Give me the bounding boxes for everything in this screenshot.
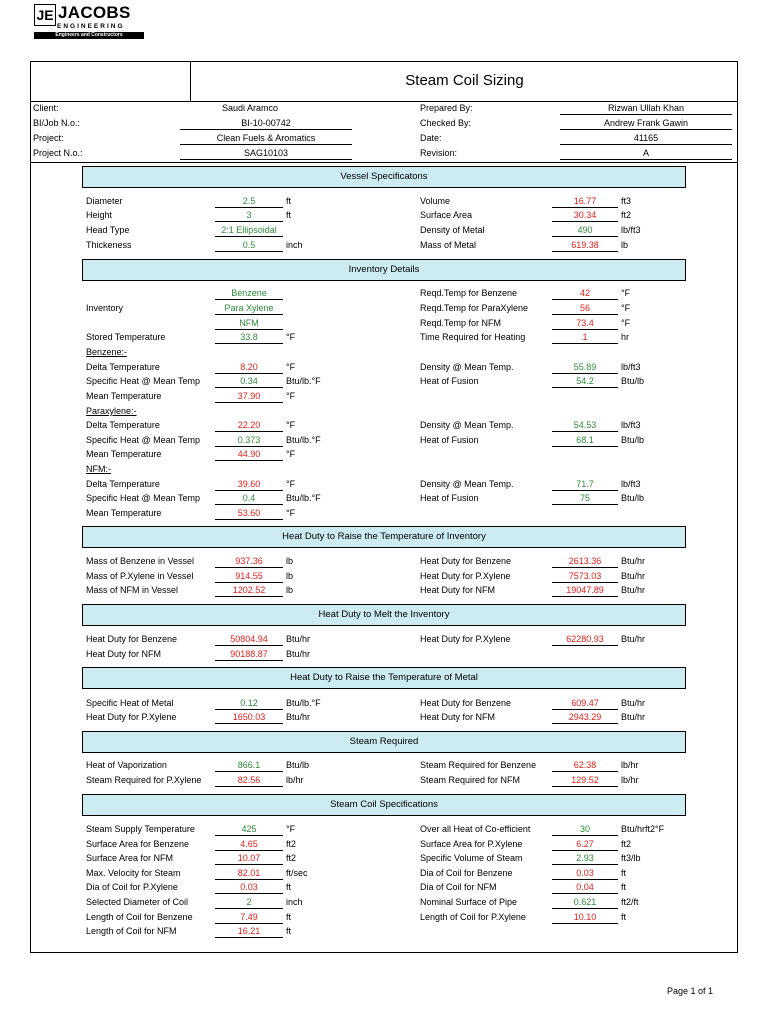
raise-hd-nfm-value: 19047.89 [552, 585, 618, 597]
melt-hd-pxylene-value: 62280.93 [552, 634, 618, 646]
project-label: Project: [33, 133, 64, 143]
unit: ft/sec [286, 868, 308, 878]
mass-label: Mass of Metal [420, 240, 477, 250]
unit: ft [621, 912, 627, 922]
fusion-label: Heat of Fusion [420, 493, 479, 503]
sa-nfm-value: 10.07 [215, 853, 283, 865]
steam-pxylene-label: Steam Required for P.Xylene [86, 775, 202, 785]
benzene-heading: Benzene:- [86, 347, 128, 357]
mean-temp-label: Mean Temperature [86, 508, 162, 518]
client-label: Client: [33, 103, 59, 113]
dia-nfm-label: Dia of Coil for NFM [420, 882, 497, 892]
unit: Btu/lb.°F [286, 435, 321, 445]
inventory-paraxylene: Para Xylene [215, 303, 283, 315]
unit: ft2 [621, 839, 632, 849]
page-title: Steam Coil Sizing [405, 72, 524, 89]
vaporization-label: Heat of Vaporization [86, 760, 167, 770]
nfm-sh-value: 0.4 [215, 493, 283, 505]
height-label: Height [86, 210, 113, 220]
unit: ft3/lb [621, 853, 641, 863]
surface-value: 30.34 [552, 210, 618, 222]
paraxylene-heading: Paraxylene:- [86, 406, 137, 416]
sheet-border [30, 61, 738, 953]
benzene-mean-value: 37.90 [215, 391, 283, 403]
volume-value: 16.77 [552, 196, 618, 208]
unit: ft [621, 868, 627, 878]
mean-temp-label: Mean Temperature [86, 391, 162, 401]
unit: Btu/hr [621, 712, 646, 722]
section-heat-melt: Heat Duty to Melt the Inventory [82, 604, 686, 626]
nfm-heading: NFM:- [86, 464, 111, 474]
unit: Btu/hr [621, 571, 646, 581]
inventory-label: Inventory [86, 303, 124, 313]
unit: inch [286, 240, 303, 250]
ohc-value: 30 [552, 824, 618, 836]
stored-temp-value: 33.8 [215, 332, 283, 344]
len-nfm-value: 16.21 [215, 926, 283, 938]
sa-pxylene-label: Surface Area for P.Xylene [420, 839, 523, 849]
metal-hd-nfm-label: Heat Duty for NFM [420, 712, 496, 722]
dia-pxylene-label: Dia of Coil for P.Xylene [86, 882, 178, 892]
mean-temp-label: Mean Temperature [86, 449, 162, 459]
unit: ft3 [621, 196, 632, 206]
logo-area [30, 61, 191, 101]
benzene-density-value: 55.89 [552, 362, 618, 374]
raise-hd-nfm-label: Heat Duty for NFM [420, 585, 496, 595]
dia-benzene-value: 0.03 [552, 868, 618, 880]
specific-heat-label: Specific Heat @ Mean Temp [86, 493, 201, 503]
section-coil: Steam Coil Specifications [82, 794, 686, 816]
raise-hd-pxylene-label: Heat Duty for P.Xylene [420, 571, 511, 581]
vaporization-value: 866.1 [215, 760, 283, 772]
nominal-surface-value: 0.621 [552, 897, 618, 909]
melt-hd-benzene-label: Heat Duty for Benzene [86, 634, 178, 644]
unit: Btu/hr [621, 585, 646, 595]
mass-benzene-value: 937.36 [215, 556, 283, 568]
heating-time-label: Time Required for Heating [420, 332, 526, 342]
spec-vol-label: Specific Volume of Steam [420, 853, 523, 863]
job-value: BI-10-00742 [180, 118, 352, 130]
projno-value: SAG10103 [180, 148, 352, 160]
unit: lb/hr [621, 760, 639, 770]
len-pxylene-value: 10.10 [552, 912, 618, 924]
len-nfm-label: Length of Coil for NFM [86, 926, 177, 936]
reqd-nfm-value: 73.4 [552, 318, 618, 330]
divider [30, 101, 738, 102]
height-value: 3 [215, 210, 283, 222]
delta-temp-label: Delta Temperature [86, 479, 160, 489]
mass-benzene-label: Mass of Benzene in Vessel [86, 556, 195, 566]
section-inventory: Inventory Details [82, 259, 686, 281]
melt-hd-benzene-value: 50804.94 [215, 634, 283, 646]
unit: ft2 [286, 853, 297, 863]
supply-temp-value: 425 [215, 824, 283, 836]
reqd-paraxylene-value: 56 [552, 303, 618, 315]
metal-sh-label: Specific Heat of Metal [86, 698, 174, 708]
dia-nfm-value: 0.04 [552, 882, 618, 894]
paraxylene-mean-value: 44.90 [215, 449, 283, 461]
unit: Btu/hr [286, 649, 311, 659]
unit: °F [286, 391, 296, 401]
selected-dia-label: Selected Diameter of Coil [86, 897, 189, 907]
unit: lb/ft3 [621, 420, 641, 430]
supply-temp-label: Steam Supply Temperature [86, 824, 195, 834]
dia-benzene-label: Dia of Coil for Benzene [420, 868, 513, 878]
unit: ft [621, 882, 627, 892]
mass-nfm-label: Mass of NFM in Vessel [86, 585, 179, 595]
dia-pxylene-value: 0.03 [215, 882, 283, 894]
reqd-nfm-label: Reqd.Temp for NFM [420, 318, 502, 328]
unit: Btu/lb [621, 435, 645, 445]
nfm-delta-value: 39.60 [215, 479, 283, 491]
nfm-density-value: 71.7 [552, 479, 618, 491]
projno-label: Project N.o.: [33, 148, 83, 158]
unit: °F [286, 449, 296, 459]
inventory-nfm: NFM [215, 318, 283, 330]
section-vessel: Vessel Specificatons [82, 166, 686, 188]
unit: lb [286, 585, 294, 595]
paraxylene-fusion-value: 68.1 [552, 435, 618, 447]
unit: Btu/lb [621, 493, 645, 503]
logo-tagline: Engineers and Constructors [34, 32, 144, 39]
unit: lb/hr [286, 775, 304, 785]
unit: Btu/hr [621, 556, 646, 566]
benzene-fusion-value: 54.2 [552, 376, 618, 388]
client-value: Saudi Aramco [221, 103, 279, 113]
sa-nfm-label: Surface Area for NFM [86, 853, 174, 863]
mass-value: 619.38 [552, 240, 618, 252]
unit: °F [621, 318, 631, 328]
mass-pxylene-label: Mass of P.Xylene in Vessel [86, 571, 194, 581]
stored-temp-label: Stored Temperature [86, 332, 166, 342]
paraxylene-density-value: 54.53 [552, 420, 618, 432]
page-number: Page 1 of 1 [666, 986, 713, 996]
nominal-surface-label: Nominal Surface of Pipe [420, 897, 518, 907]
delta-temp-label: Delta Temperature [86, 362, 160, 372]
logo-subtitle: ENGINEERING [57, 23, 125, 30]
section-steam: Steam Required [82, 731, 686, 753]
unit: °F [621, 288, 631, 298]
unit: °F [621, 303, 631, 313]
reqd-benzene-value: 42 [552, 288, 618, 300]
unit: ft2/ft [621, 897, 639, 907]
mass-nfm-value: 1202.52 [215, 585, 283, 597]
steam-nfm-label: Steam Required for NFM [420, 775, 521, 785]
diameter-value: 2.5 [215, 196, 283, 208]
nfm-fusion-value: 75 [552, 493, 618, 505]
unit: °F [286, 508, 296, 518]
diameter-label: Diameter [86, 196, 123, 206]
volume-label: Volume [420, 196, 451, 206]
prepared-value: Rizwan Ullah Khan [560, 103, 732, 115]
paraxylene-delta-value: 22.20 [215, 420, 283, 432]
thickness-value: 0.5 [215, 240, 283, 252]
metal-hd-pxylene-value: 1650.03 [215, 712, 283, 724]
fusion-label: Heat of Fusion [420, 435, 479, 445]
revision-label: Revision: [420, 148, 458, 158]
reqd-benzene-label: Reqd.Temp for Benzene [420, 288, 518, 298]
unit: ft [286, 196, 292, 206]
melt-hd-pxylene-label: Heat Duty for P.Xylene [420, 634, 511, 644]
job-label: BI/Job N.o.: [33, 118, 81, 128]
metal-hd-pxylene-label: Heat Duty for P.Xylene [86, 712, 177, 722]
specific-heat-label: Specific Heat @ Mean Temp [86, 435, 201, 445]
melt-hd-nfm-value: 90188.87 [215, 649, 283, 661]
steam-benzene-label: Steam Required for Benzene [420, 760, 537, 770]
unit: lb [286, 556, 294, 566]
unit: lb/hr [621, 775, 639, 785]
unit: Btu/hr [286, 712, 311, 722]
checked-value: Andrew Frank Gawin [560, 118, 732, 130]
unit: Btu/lb.°F [286, 376, 321, 386]
unit: °F [286, 332, 296, 342]
paraxylene-sh-value: 0.373 [215, 435, 283, 447]
unit: Btu/lb [286, 760, 310, 770]
unit: lb [286, 571, 294, 581]
steam-nfm-value: 129.52 [552, 775, 618, 787]
unit: ft [286, 926, 292, 936]
metal-hd-benzene-label: Heat Duty for Benzene [420, 698, 512, 708]
headtype-label: Head Type [86, 225, 130, 235]
velocity-label: Max. Velocity for Steam [86, 868, 181, 878]
unit: Btu/lb.°F [286, 493, 321, 503]
sa-pxylene-value: 6.27 [552, 839, 618, 851]
inventory-benzene: Benzene [215, 288, 283, 300]
fusion-label: Heat of Fusion [420, 376, 479, 386]
density-mean-label: Density @ Mean Temp. [420, 420, 514, 430]
len-benzene-label: Length of Coil for Benzene [86, 912, 193, 922]
checked-label: Checked By: [420, 118, 472, 128]
surface-label: Surface Area [420, 210, 473, 220]
specific-heat-label: Specific Heat @ Mean Temp [86, 376, 201, 386]
unit: °F [286, 362, 296, 372]
density-mean-label: Density @ Mean Temp. [420, 479, 514, 489]
benzene-sh-value: 0.34 [215, 376, 283, 388]
unit: ft [286, 210, 292, 220]
raise-hd-benzene-label: Heat Duty for Benzene [420, 556, 512, 566]
unit: ft [286, 912, 292, 922]
metal-hd-benzene-value: 609.47 [552, 698, 618, 710]
revision-value: A [560, 148, 732, 160]
jacobs-logo-mark: JE [34, 4, 56, 26]
thickness-label: Thickeness [86, 240, 132, 250]
unit: inch [286, 897, 303, 907]
reqd-paraxylene-label: Reqd.Temp for ParaXylene [420, 303, 529, 313]
metal-hd-nfm-value: 2943.29 [552, 712, 618, 724]
unit: °F [286, 420, 296, 430]
steam-pxylene-value: 82.56 [215, 775, 283, 787]
selected-dia-value: 2 [215, 897, 283, 909]
section-heat-raise: Heat Duty to Raise the Temperature of Inventory [82, 526, 686, 548]
unit: ft [286, 882, 292, 892]
unit: °F [286, 479, 296, 489]
unit: Btu/lb.°F [286, 698, 321, 708]
unit: °F [286, 824, 296, 834]
nfm-mean-value: 53.60 [215, 508, 283, 520]
benzene-delta-value: 8.20 [215, 362, 283, 374]
divider [30, 162, 738, 163]
unit: lb/ft3 [621, 362, 641, 372]
date-value: 41165 [560, 133, 732, 145]
jacobs-logo-word: JACOBS [58, 3, 131, 22]
ohc-label: Over all Heat of Co-efficient [420, 824, 531, 834]
prepared-label: Prepared By: [420, 103, 473, 113]
melt-hd-nfm-label: Heat Duty for NFM [86, 649, 162, 659]
unit: Btu/hr [621, 698, 646, 708]
len-pxylene-label: Length of Coil for P.Xylene [420, 912, 526, 922]
sa-benzene-value: 4.65 [215, 839, 283, 851]
project-value: Clean Fuels & Aromatics [180, 133, 352, 145]
unit: ft2 [621, 210, 632, 220]
density-label: Density of Metal [420, 225, 485, 235]
len-benzene-value: 7.49 [215, 912, 283, 924]
sa-benzene-label: Surface Area for Benzene [86, 839, 190, 849]
unit: Btu/hrft2°F [621, 824, 665, 834]
unit: lb/ft3 [621, 479, 641, 489]
unit: Btu/hr [286, 634, 311, 644]
unit: hr [621, 332, 630, 342]
section-heat-metal: Heat Duty to Raise the Temperature of Metal [82, 667, 686, 689]
density-mean-label: Density @ Mean Temp. [420, 362, 514, 372]
unit: ft2 [286, 839, 297, 849]
raise-hd-benzene-value: 2613.36 [552, 556, 618, 568]
velocity-value: 82.01 [215, 868, 283, 880]
unit: lb [621, 240, 629, 250]
heating-time-value: 1 [552, 332, 618, 344]
mass-pxylene-value: 914.55 [215, 571, 283, 583]
density-value: 490 [552, 225, 618, 237]
unit: Btu/lb [621, 376, 645, 386]
unit: Btu/hr [621, 634, 646, 644]
raise-hd-pxylene-value: 7573.03 [552, 571, 618, 583]
headtype-value: 2:1 Ellipsoidal [215, 225, 283, 237]
steam-benzene-value: 62.38 [552, 760, 618, 772]
delta-temp-label: Delta Temperature [86, 420, 160, 430]
unit: lb/ft3 [621, 225, 641, 235]
metal-sh-value: 0.12 [215, 698, 283, 710]
date-label: Date: [420, 133, 442, 143]
spec-vol-value: 2.93 [552, 853, 618, 865]
